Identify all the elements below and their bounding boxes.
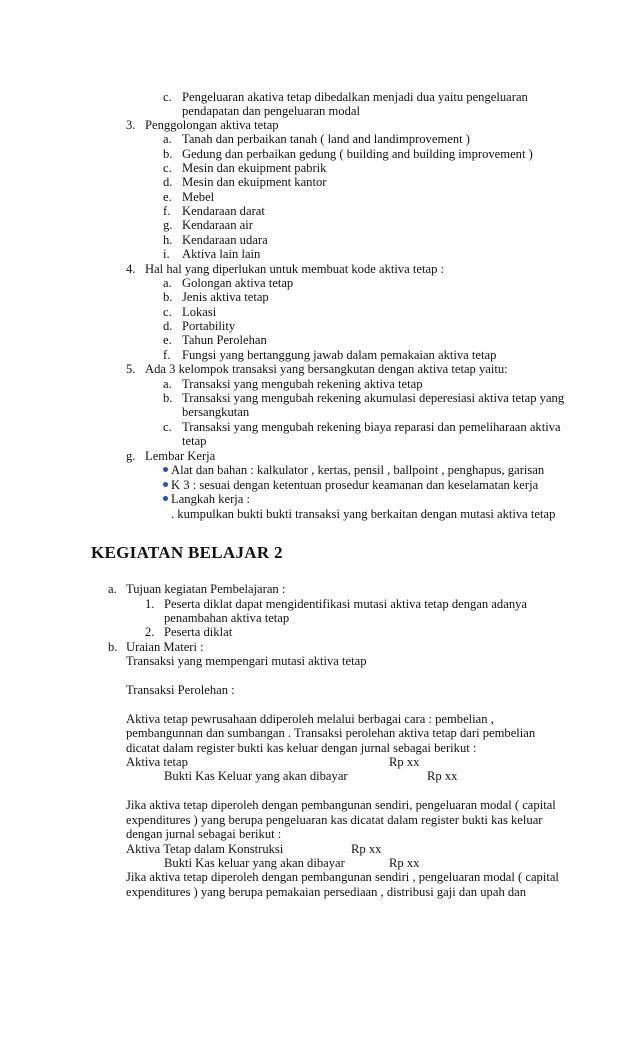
text-line: dicatat dalam register bukti kas keluar dengan jurnal sebagai berikut : — [126, 741, 477, 755]
text-line: pembangunnan dan sumbangan . Transaksi perolehan aktiva tetap dari pembelian — [126, 726, 536, 740]
list-marker: c. — [163, 305, 172, 319]
text-line: penambahan aktiva tetap — [164, 611, 290, 625]
text-line: Fungsi yang bertanggung jawab dalam pemakaian aktiva tetap — [182, 348, 497, 362]
text-line: Transaksi yang mengubah rekening akumulasi deperesiasi aktiva tetap yang — [182, 391, 565, 405]
section-heading: KEGIATAN BELAJAR 2 — [91, 543, 283, 562]
text-line: Transaksi yang mengubah rekening biaya reparasi dan pemeliharaan aktiva — [182, 420, 561, 434]
list-marker: a. — [163, 132, 172, 146]
text-line: Jika aktiva tetap diperoleh dengan pembangunan sendiri , pengeluaran modal ( capital — [126, 870, 559, 884]
list-marker: 4. — [126, 262, 136, 276]
list-marker: g. — [126, 449, 136, 463]
list-marker: b. — [108, 640, 118, 654]
text-line: Lokasi — [182, 305, 217, 319]
text-line: Transaksi yang mengubah rekening aktiva tetap — [182, 377, 423, 391]
text-line: Ada 3 kelompok transaksi yang bersangkutan dengan aktiva tetap yaitu: — [145, 362, 508, 376]
text-line: Aktiva Tetap dalam Konstruksi — [126, 842, 284, 856]
list-marker: a. — [163, 377, 172, 391]
list-marker: b. — [163, 290, 173, 304]
text-line: Mesin dan ekuipment kantor — [182, 175, 327, 189]
list-marker: h. — [163, 233, 173, 247]
text-line: Pengeluaran akativa tetap dibedalkan menjadi dua yaitu pengeluaran — [182, 90, 528, 104]
text-line: expenditures ) yang berupa pengeluaran kas dicatat dalam register bukti kas keluar — [126, 813, 543, 827]
bullet-marker — [163, 463, 171, 477]
text-line: Tahun Perolehan — [182, 333, 267, 347]
text-line: Bukti Kas keluar yang akan dibayar — [164, 856, 345, 870]
list-marker: 5. — [126, 362, 136, 376]
list-marker: 3. — [126, 118, 136, 132]
text-line: Lembar Kerja — [145, 449, 216, 463]
text-line: Jenis aktiva tetap — [182, 290, 269, 304]
text-line: pendapatan dan pengeluaran modal — [182, 104, 360, 118]
list-marker: c. — [163, 90, 172, 104]
text-line: Aktiva tetap pewrusahaan ddiperoleh melalui berbagai cara : pembelian , — [126, 712, 494, 726]
text-line: Uraian Materi : — [126, 640, 204, 654]
list-marker: f. — [163, 348, 171, 362]
list-marker: d. — [163, 319, 173, 333]
list-marker: d. — [163, 175, 173, 189]
list-marker: e. — [163, 190, 172, 204]
text-line: Rp xx — [427, 769, 458, 783]
text-line: Kendaraan air — [182, 218, 253, 232]
list-marker: b. — [163, 147, 173, 161]
text-line: bersangkutan — [182, 405, 250, 419]
text-line: Aktiva lain lain — [182, 247, 261, 261]
list-marker: i. — [163, 247, 170, 261]
list-marker: g. — [163, 218, 173, 232]
text-line: Rp xx — [351, 842, 382, 856]
text-line: Mesin dan ekuipment pabrik — [182, 161, 327, 175]
text-line: Transaksi yang mempengari mutasi aktiva tetap — [126, 654, 367, 668]
list-marker: 1. — [145, 597, 155, 611]
text-line: dengan jurnal sebagai berikut : — [126, 827, 282, 841]
list-marker: a. — [163, 276, 172, 290]
text-line: Aktiva tetap — [126, 755, 188, 769]
list-marker: 2. — [145, 625, 155, 639]
bullet-marker — [163, 492, 171, 506]
text-line: tetap — [182, 434, 207, 448]
text-line: Tujuan kegiatan Pembelajaran : — [126, 582, 286, 596]
list-marker: b. — [163, 391, 173, 405]
text-line: Gedung dan perbaikan gedung ( building and building improvement ) — [182, 147, 533, 161]
text-line: expenditures ) yang berupa pemakaian persediaan , distribusi gaji dan upah dan — [126, 885, 527, 899]
text-line: Transaksi Perolehan : — [126, 683, 235, 697]
bullet-marker — [163, 478, 171, 492]
text-line: Peserta diklat dapat mengidentifikasi mutasi aktiva tetap dengan adanya — [164, 597, 527, 611]
text-line: Penggolongan aktiva tetap — [145, 118, 279, 132]
text-line: . kumpulkan bukti bukti transaksi yang berkaitan dengan mutasi aktiva tetap — [171, 507, 556, 521]
text-line: Kendaraan darat — [182, 204, 265, 218]
text-line: Hal hal yang diperlukan untuk membuat kode aktiva tetap : — [145, 262, 445, 276]
text-line: Alat dan bahan : kalkulator , kertas, pensil , ballpoint , penghapus, garisan — [171, 463, 545, 477]
list-marker: c. — [163, 420, 172, 434]
text-line: Bukti Kas Keluar yang akan dibayar — [164, 769, 348, 783]
list-marker: f. — [163, 204, 171, 218]
text-line: Rp xx — [389, 755, 420, 769]
text-line: Portability — [182, 319, 236, 333]
text-line: K 3 : sesuai dengan ketentuan prosedur keamanan dan keselamatan kerja — [171, 478, 539, 492]
text-line: Peserta diklat — [164, 625, 233, 639]
text-line: Rp xx — [389, 856, 420, 870]
text-line: Langkah kerja : — [171, 492, 251, 506]
text-line: Tanah dan perbaikan tanah ( land and landimprovement ) — [182, 132, 470, 146]
text-line: Mebel — [182, 190, 215, 204]
list-marker: c. — [163, 161, 172, 175]
text-line: Golongan aktiva tetap — [182, 276, 294, 290]
text-line: Kendaraan udara — [182, 233, 268, 247]
list-marker: e. — [163, 333, 172, 347]
list-marker: a. — [108, 582, 117, 596]
text-line: Jika aktiva tetap diperoleh dengan pembangunan sendiri, pengeluaran modal ( capital — [126, 798, 556, 812]
